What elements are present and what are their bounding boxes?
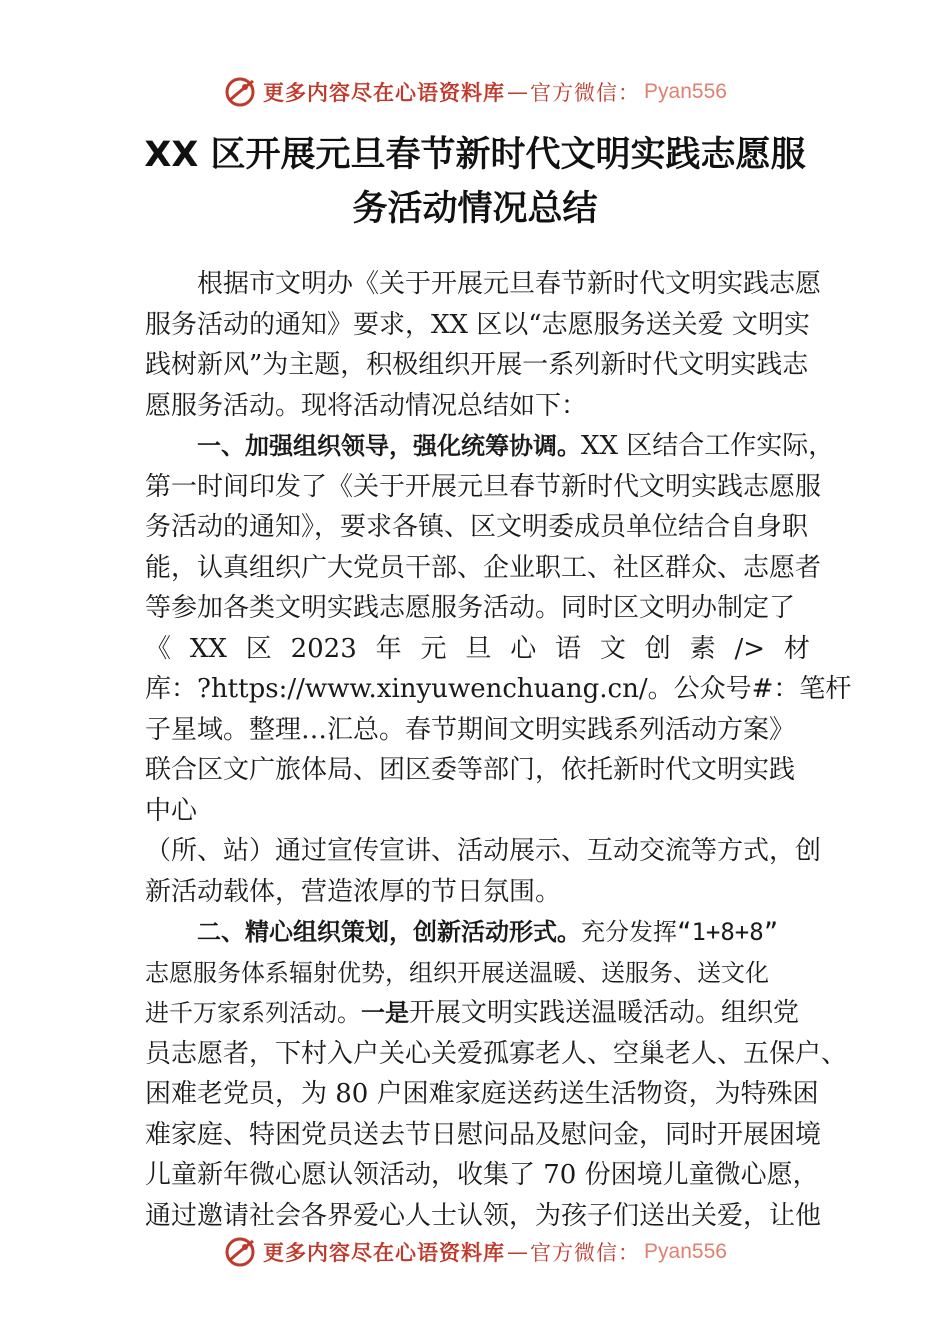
banner-wechat-label: 官方微信： xyxy=(530,81,641,105)
section-heading-1: 一、加强组织领导，强化统筹协调。 xyxy=(197,432,581,460)
spread-token: 《 xyxy=(145,633,172,664)
paragraph-text: 进千万家系列活动。 xyxy=(145,999,361,1027)
paragraph-line: 困难老党员，为 80 户困难家庭送药送生活物资，为特殊困 xyxy=(145,1079,819,1109)
spread-token: XX xyxy=(189,633,227,664)
paragraph-line: 新活动载体，营造浓厚的节日氛围。 xyxy=(145,876,562,907)
banner-slogan: 更多内容尽在心语资料库 xyxy=(263,81,506,105)
banner-separator: — xyxy=(507,1240,529,1264)
spread-token: 2023 xyxy=(290,633,357,664)
paragraph-line: 根据市文明办《关于开展元旦春节新时代文明实践志愿 xyxy=(197,269,822,299)
banner-slogan: 更多内容尽在心语资料库 xyxy=(263,1241,506,1265)
paragraph-line: 第一时间印发了《关于开展元旦春节新时代文明实践志愿服 xyxy=(145,471,822,502)
spread-token: 区 xyxy=(245,633,272,664)
bold-marker: 一是 xyxy=(361,999,409,1027)
banner-wechat-id: Pyan556 xyxy=(644,80,727,103)
banner-separator: — xyxy=(507,80,529,104)
spread-token: 心 xyxy=(510,633,537,664)
spread-token: 素 xyxy=(689,633,716,664)
brush-logo-icon xyxy=(223,1235,257,1269)
paragraph-line: 等参加各类文明实践志愿服务活动。同时区文明办制定了 xyxy=(145,593,796,623)
paragraph-line-mixed xyxy=(145,993,810,1034)
paragraph-line: （所、站）通过宣传宣讲、活动展示、互动交流等方式，创 xyxy=(145,836,822,866)
paragraph-line: 能，认真组织广大党员干部、企业职工、社区群众、志愿者 xyxy=(145,552,822,583)
section-1-line xyxy=(145,426,835,467)
header-watermark-banner xyxy=(0,72,950,112)
document-body xyxy=(145,264,852,1236)
spread-token: 语 xyxy=(555,633,582,664)
section-2-line xyxy=(145,912,810,953)
spread-token: 创 xyxy=(644,633,671,664)
spread-token: 材 xyxy=(783,633,810,664)
section-heading-2: 二、精心组织策划，创新活动形式。 xyxy=(197,918,581,946)
spread-token: 元 xyxy=(420,633,447,664)
banner-wechat-label: 官方微信： xyxy=(530,1241,641,1265)
footer-watermark-banner xyxy=(0,1232,950,1272)
document-title xyxy=(100,128,850,236)
spread-token: 文 xyxy=(599,633,626,664)
paragraph-line: 儿童新年微心愿认领活动，收集了 70 份困境儿童微心愿， xyxy=(145,1160,819,1190)
paragraph-line: 志愿服务体系辐射优势，组织开展送温暖、送服务、送文化 xyxy=(145,958,769,987)
paragraph-text: XX 区结合工作实际， xyxy=(581,431,835,461)
paragraph-line: 库：?https://www.xinyuwenchuang.cn/。公众号#：笔杆 xyxy=(145,674,852,704)
spread-token: 年 xyxy=(375,633,402,664)
spread-line xyxy=(145,629,810,670)
paragraph-line: 难家庭、特困党员送去节日慰问品及慰问金，同时开展困境 xyxy=(145,1119,822,1150)
title-line-1: XX 区开展元旦春节新时代文明实践志愿服 xyxy=(144,135,806,175)
paragraph-line: 服务活动的通知》要求，XX 区以“志愿服务送关爱 文明实 xyxy=(145,309,810,340)
banner-wechat-id: Pyan556 xyxy=(644,1240,727,1263)
paragraph-line: 中心 xyxy=(145,795,198,826)
paragraph-line: 通过邀请社会各界爱心人士认领，为孩子们送出关爱，让他 xyxy=(145,1200,822,1231)
paragraph-line: 员志愿者，下村入户关心关爱孤寡老人、空巢老人、五保户、 xyxy=(145,1038,848,1069)
spread-token: 旦 xyxy=(465,633,492,664)
title-line-2: 务活动情况总结 xyxy=(352,189,598,229)
paragraph-text: 充分发挥“1+8+8” xyxy=(581,918,779,946)
paragraph-line: 愿服务活动。现将活动情况总结如下： xyxy=(145,390,588,421)
paragraph-line: 践树新风”为主题，积极组织开展一系列新时代文明实践志 xyxy=(145,350,809,380)
paragraph-line: 务活动的通知》，要求各镇、区文明委成员单位结合自身职 xyxy=(145,512,809,542)
paragraph-line: 子星域。整理…汇总。春节期间文明实践系列活动方案》 xyxy=(145,714,796,745)
paragraph-text: 开展文明实践送温暖活动。组织党 xyxy=(409,998,800,1028)
spread-token: /> xyxy=(734,633,766,664)
brush-logo-icon xyxy=(223,75,257,109)
paragraph-line: 联合区文广旅体局、团区委等部门，依托新时代文明实践 xyxy=(145,755,796,785)
